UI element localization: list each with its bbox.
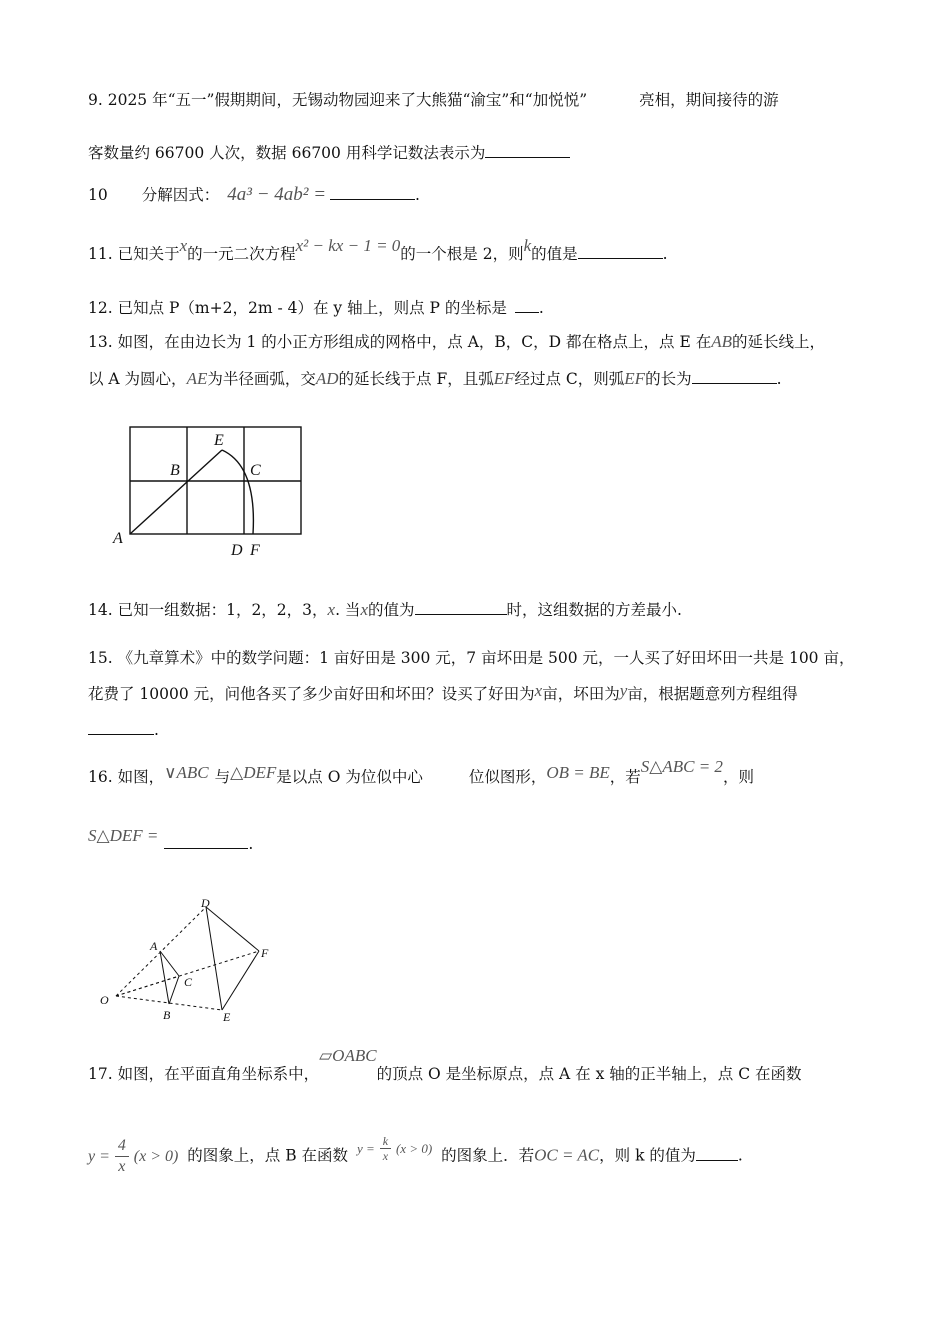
q15-text-c: 亩，坏田为 <box>542 685 620 703</box>
q16-side-df <box>206 907 259 951</box>
q13-seg-ad: AD <box>315 369 339 388</box>
q13-answer-blank[interactable] <box>692 369 777 384</box>
q11-text-d: 的值是 <box>531 245 578 263</box>
q10-text: 分解因式： <box>141 186 220 204</box>
q17-text-b: 的顶点 O 是坐标原点，点 A 在 x 轴的正半轴上，点 C 在函数 <box>376 1065 802 1083</box>
q16-label-d: D <box>201 896 210 910</box>
q17-f2-domain: (x > 0) <box>395 1140 433 1156</box>
q16-label-o: O <box>100 993 109 1007</box>
q14-text-c: 的值为 <box>367 601 415 619</box>
q17-parallelogram: ▱OABC <box>319 1046 377 1065</box>
q13-label-d: D <box>231 542 243 559</box>
q11-text-b: 的一元二次方程 <box>187 245 296 263</box>
q17-f2-y: y = <box>356 1140 375 1156</box>
q17-f1-num: 4 <box>115 1136 129 1157</box>
q16-area-abc: S△ABC = 2 <box>640 757 723 776</box>
q9-line1 <box>88 88 779 110</box>
q12-line <box>88 296 544 318</box>
q11-line <box>88 236 668 264</box>
q16-triangle-def: △DEF <box>230 763 277 782</box>
q13-label-c: C <box>250 462 261 479</box>
q17-f1-y: y = <box>88 1147 110 1165</box>
q13-line1 <box>88 330 825 352</box>
q16-period: . <box>248 835 254 853</box>
q16-ray-of <box>116 951 259 996</box>
q14-var-x-2: x <box>360 600 368 619</box>
q13-text-c: 以 A 为圆心， <box>88 370 187 388</box>
q16-side-ac <box>160 951 179 976</box>
q16-text-e: ，若 <box>609 768 641 786</box>
q16-side-ef <box>222 951 259 1010</box>
q13-line2 <box>88 367 782 389</box>
q13-text-e: 的延长线于点 F，且弧 <box>338 370 494 388</box>
q11-var-x: x <box>179 236 188 255</box>
q15-line3 <box>88 720 159 739</box>
q17-text-c: 的图象上，点 B 在函数 <box>187 1146 349 1165</box>
q12-answer-blank[interactable] <box>515 298 539 313</box>
q17-text-e: ，则 k 的值为 <box>599 1146 696 1165</box>
q11-answer-blank[interactable] <box>578 244 663 259</box>
q14-answer-blank[interactable] <box>415 600 507 615</box>
q13-text-g: 的长为 <box>645 370 692 388</box>
q14-text-a: 14. 已知一组数据：1，2，2，3， <box>88 601 328 619</box>
q13-arc-ef-2: EF <box>624 369 646 388</box>
q12-text: 12. 已知点 P（m+2，2m - 4）在 y 轴上，则点 P 的坐标是 <box>88 299 507 317</box>
q15-line2 <box>88 682 798 704</box>
q17-line1 <box>88 1046 802 1084</box>
q17-text-d: 的图象上．若 <box>441 1146 535 1165</box>
q15-var-x: x <box>534 681 543 700</box>
q12-period: . <box>538 299 544 317</box>
q16-text-b: 与 <box>214 768 231 786</box>
q14-text-b: . 当 <box>335 601 361 619</box>
q17-f1-domain: (x > 0) <box>133 1147 179 1165</box>
q9-text-a: 9. 2025 年“五一”假期期间，无锡动物园迎来了大熊猫“渝宝”和“加悦悦” <box>88 91 588 109</box>
q13-period: . <box>776 370 782 388</box>
q16-line2 <box>88 826 254 854</box>
q9-text-c: 客数量约 66700 人次，数据 66700 用科学记数法表示为 <box>88 144 486 162</box>
q13-label-b: B <box>170 462 180 479</box>
q15-text-d: 亩，根据题意列方程组得 <box>627 685 798 703</box>
q17-function-1 <box>88 1137 183 1175</box>
q15-answer-blank[interactable] <box>88 720 154 735</box>
q16-side-bc <box>169 976 179 1004</box>
q16-label-e: E <box>223 1010 231 1024</box>
q14-var-x: x <box>327 600 336 619</box>
q17-f2-fraction <box>380 1134 391 1163</box>
q13-label-e: E <box>214 432 224 449</box>
q17-line2 <box>88 1136 743 1177</box>
q17-f1-fraction <box>115 1136 129 1177</box>
q16-figure <box>95 893 285 1028</box>
q11-text-a: 11. 已知关于 <box>88 245 180 263</box>
q16-text-d: 位似图形， <box>468 768 547 786</box>
q16-text-c: 是以点 O 为位似中心 <box>276 768 423 786</box>
q11-equation: x² − kx − 1 = 0 <box>295 236 401 255</box>
q13-text-d: 为半径画弧，交 <box>207 370 316 388</box>
q16-equation: OB = BE <box>546 763 610 782</box>
q16-answer-blank[interactable] <box>164 834 248 849</box>
q16-text-f: ，则 <box>722 768 754 786</box>
q13-label-a: A <box>113 530 123 547</box>
q16-side-ab <box>160 951 169 1004</box>
q10-number: 10 <box>88 186 108 204</box>
q9-text-b: 亮相，期间接待的游 <box>639 91 779 109</box>
q13-text-f: 经过点 C，则弧 <box>514 370 625 388</box>
q15-text-b: 花费了 10000 元，问他各买了多少亩好田和坏田？设买了好田为 <box>88 685 535 703</box>
q17-f2-den: x <box>382 1149 389 1163</box>
q17-answer-blank[interactable] <box>696 1146 738 1161</box>
q17-text-a: 17. 如图，在平面直角坐标系中， <box>88 1065 320 1083</box>
q9-answer-blank[interactable] <box>485 143 570 158</box>
q10-line <box>88 183 420 206</box>
q16-area-def: S△DEF = <box>88 826 159 845</box>
q16-side-de <box>206 907 222 1010</box>
q10-expression: 4a³ − 4ab² = <box>227 184 327 205</box>
q17-equation: OC = AC <box>534 1145 600 1165</box>
q9-line2 <box>88 141 570 163</box>
q14-line <box>88 598 682 620</box>
q15-text-a: 15. 《九章算术》中的数学问题：1 亩好田是 300 元，7 亩坏田是 500 元，一人买了好田坏田一共是 100 亩， <box>88 649 855 667</box>
q11-period: . <box>662 245 668 263</box>
q10-period: . <box>415 186 420 204</box>
q13-figure <box>105 420 315 565</box>
q15-line1 <box>88 646 854 668</box>
q16-text-a: 16. 如图， <box>88 768 165 786</box>
q16-label-f: F <box>261 946 269 960</box>
q16-label-a: A <box>150 939 158 953</box>
q15-var-y: y <box>619 681 628 700</box>
q16-triangle-abc: ∨ABC <box>164 763 209 782</box>
q17-period: . <box>737 1146 743 1165</box>
q13-label-f: F <box>250 542 260 559</box>
q13-arc-ef-path <box>222 450 253 534</box>
q17-f1-den: x <box>118 1158 126 1175</box>
q17-function-2 <box>352 1134 437 1163</box>
q16-label-b: B <box>163 1008 171 1022</box>
q11-var-k: k <box>523 236 532 255</box>
q13-text-b: 的延长线上， <box>731 333 825 351</box>
q11-text-c: 的一个根是 2，则 <box>400 245 524 263</box>
q13-seg-ae: AE <box>186 369 208 388</box>
q16-label-c: C <box>184 975 193 989</box>
q13-seg-ab: AB <box>711 332 732 351</box>
q13-text-a: 13. 如图，在由边长为 1 的小正方形组成的网格中，点 A，B，C，D 都在格点上，点 E 在 <box>88 333 712 351</box>
q10-answer-blank[interactable] <box>330 185 415 200</box>
q16-line1 <box>88 757 754 787</box>
q17-f2-num: k <box>380 1134 391 1149</box>
q15-period: . <box>154 721 159 739</box>
q13-arc-ef: EF <box>493 369 515 388</box>
q14-text-d: 时，这组数据的方差最小. <box>506 601 682 619</box>
